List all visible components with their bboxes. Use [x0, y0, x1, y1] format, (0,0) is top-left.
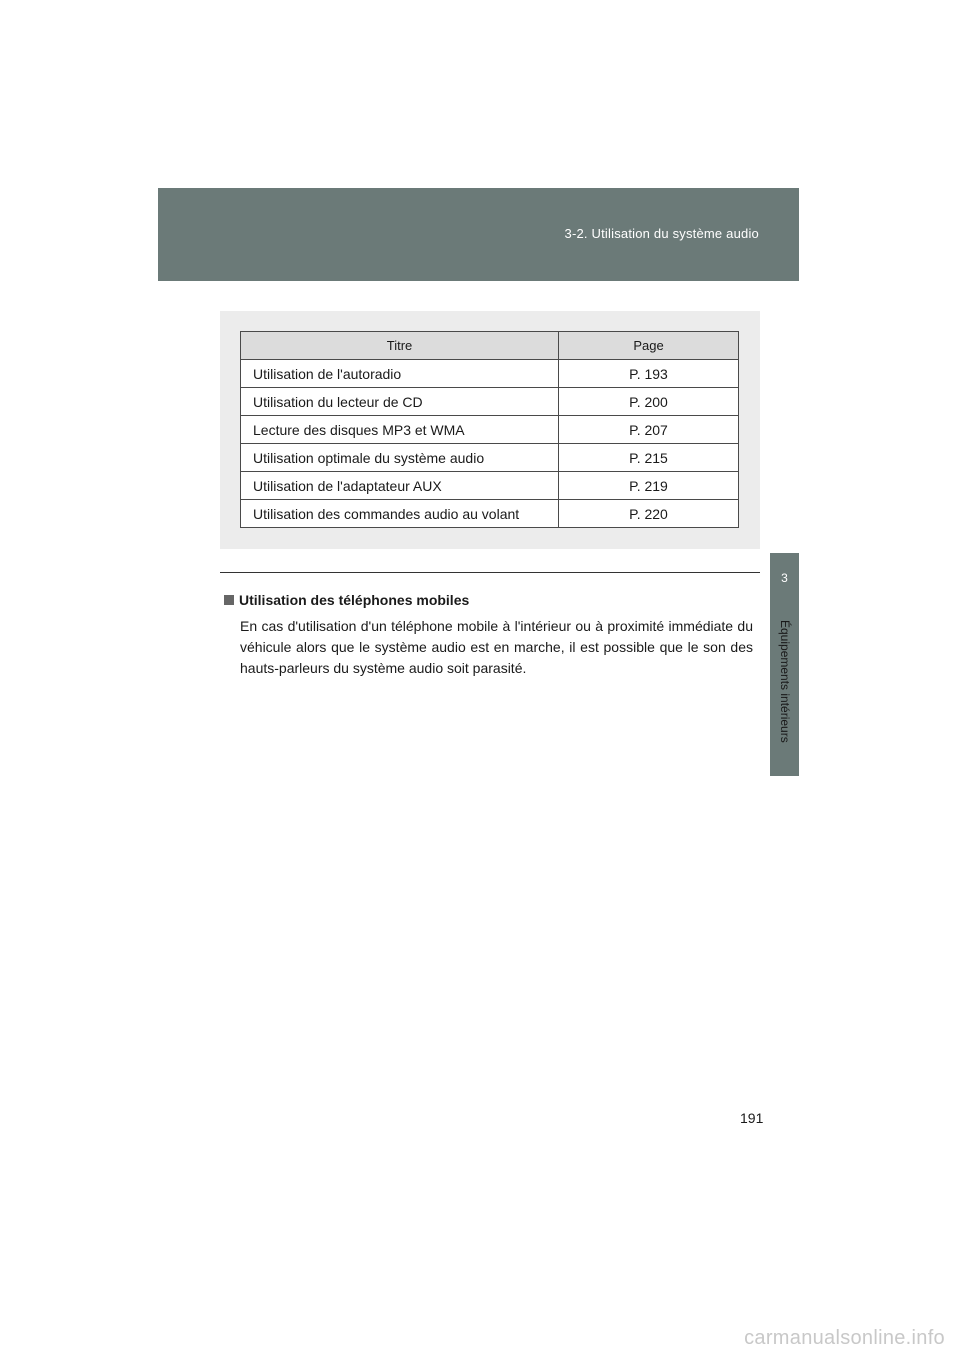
table-row — [241, 416, 739, 444]
row-title: Utilisation de l'autoradio — [241, 360, 559, 388]
table-header-row — [241, 332, 739, 360]
row-title: Utilisation optimale du système audio — [241, 444, 559, 472]
table-row — [241, 444, 739, 472]
note-heading-text: Utilisation des téléphones mobiles — [239, 592, 470, 608]
row-title: Utilisation de l'adaptateur AUX — [241, 472, 559, 500]
section-title: 3-2. Utilisation du système audio — [564, 226, 759, 241]
chapter-label: Équipements intérieurs — [777, 620, 792, 743]
chapter-label-container — [770, 620, 799, 790]
row-title: Utilisation du lecteur de CD — [241, 388, 559, 416]
row-page: P. 219 — [559, 472, 739, 500]
section-divider — [220, 572, 760, 573]
row-title: Lecture des disques MP3 et WMA — [241, 416, 559, 444]
reference-table — [240, 331, 739, 528]
row-page: P. 193 — [559, 360, 739, 388]
column-header-page: Page — [559, 332, 739, 360]
square-bullet-icon — [224, 595, 234, 605]
column-header-title: Titre — [241, 332, 559, 360]
watermark: carmanualsonline.info — [744, 1327, 945, 1349]
table-row — [241, 472, 739, 500]
row-page: P. 220 — [559, 500, 739, 528]
header-band — [158, 188, 799, 281]
row-page: P. 200 — [559, 388, 739, 416]
chapter-number: 3 — [781, 571, 788, 585]
table-row — [241, 360, 739, 388]
table-row — [241, 500, 739, 528]
row-page: P. 207 — [559, 416, 739, 444]
row-page: P. 215 — [559, 444, 739, 472]
table-row — [241, 388, 739, 416]
reference-table-panel — [220, 311, 760, 549]
row-title: Utilisation des commandes audio au volant — [241, 500, 559, 528]
note-body: En cas d'utilisation d'un téléphone mobile à l'intérieur ou à proximité immédiate du véhicule alors que le système audio est en marche, il est possible que le son des hauts-parleurs du système audio soit parasité. — [240, 618, 753, 676]
note-heading — [224, 592, 469, 608]
page-number: 191 — [740, 1110, 764, 1126]
